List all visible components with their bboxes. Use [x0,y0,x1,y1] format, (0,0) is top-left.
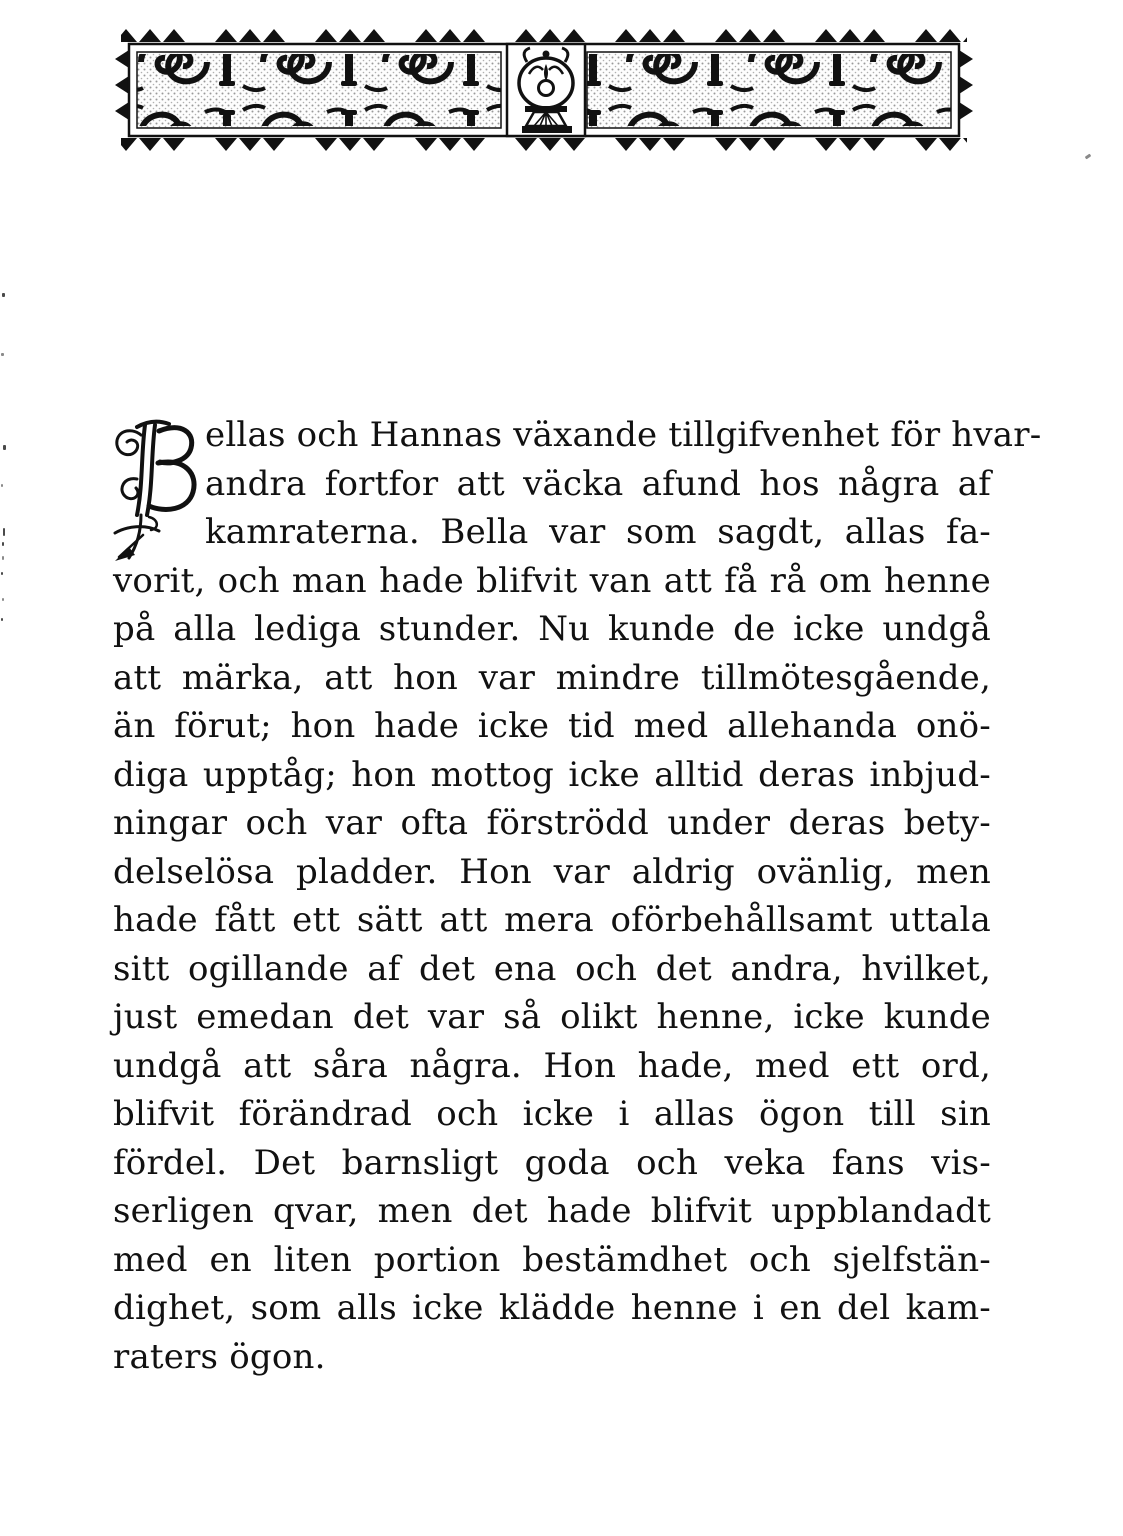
scan-speck [1,618,3,621]
scan-speck [2,556,4,560]
scan-speck [2,293,5,297]
band-arrows-left [115,50,129,120]
scan-speck [1,353,4,356]
right-scroll-panel [587,52,951,128]
text-line: hade fått ett sätt att mera oförbehållsamt uttala [113,900,991,940]
text-line: blifvit förändrad och icke i allas ögon till sin [113,1094,991,1134]
text-line: dighet, som alls icke klädde henne i en del kam- [113,1288,991,1328]
scrollwork-band-icon [113,26,975,154]
text-line: med en liten portion bestämdhet och sjelfstän- [113,1239,991,1280]
text-line: kamraterna. Bella var som sagdt, allas fa- [205,512,991,552]
scan-speck [1,484,3,487]
ornate-letter-B-icon [107,413,203,565]
scan-speck [2,598,4,601]
text-line: undgå att såra några. Hon hade, med ett ord, [113,1045,991,1086]
text-line: ningar och var ofta förströdd under deras bety- [113,803,991,843]
band-arrows-right [959,50,973,120]
text-line: diga upptåg; hon mottog icke alltid deras inbjud- [113,754,991,795]
ornamental-header-band [113,26,975,154]
text-line: just emedan det var så olikt henne, icke kunde [113,997,991,1037]
text-line: ellas och Hannas växande tillgifvenhet för hvar- [205,415,1042,455]
left-scroll-panel [137,52,501,128]
text-line: att märka, att hon var mindre tillmötesgående, [113,657,991,698]
text-line: delselösa pladder. Hon var aldrig ovänlig, men [113,851,991,892]
text-line: raters ögon. [113,1336,326,1377]
text-line: på alla lediga stunder. Nu kunde de icke undgå [113,609,991,649]
urn-icon [507,44,585,136]
scan-speck [1085,154,1092,160]
scan-speck [2,542,4,546]
scan-speck [3,528,5,536]
scan-speck [3,445,6,450]
band-teeth-top [121,26,967,42]
drop-cap-initial-B [107,413,203,565]
scan-speck [1,572,3,575]
text-line: än förut; hon hade icke tid med allehanda onö- [113,706,991,746]
text-line: serligen qvar, men det hade blifvit uppblandadt [113,1191,991,1231]
band-teeth-bottom [121,138,967,154]
text-line: sitt ogillande af det ena och det andra, hvilket, [113,948,991,989]
text-line: vorit, och man hade blifvit van att få rå om henne [113,560,991,601]
text-line: andra fortfor att väcka afund hos några af [205,463,991,504]
paragraph [113,411,1042,1381]
text-line: fördel. Det barnsligt goda och veka fans vis- [113,1142,991,1183]
